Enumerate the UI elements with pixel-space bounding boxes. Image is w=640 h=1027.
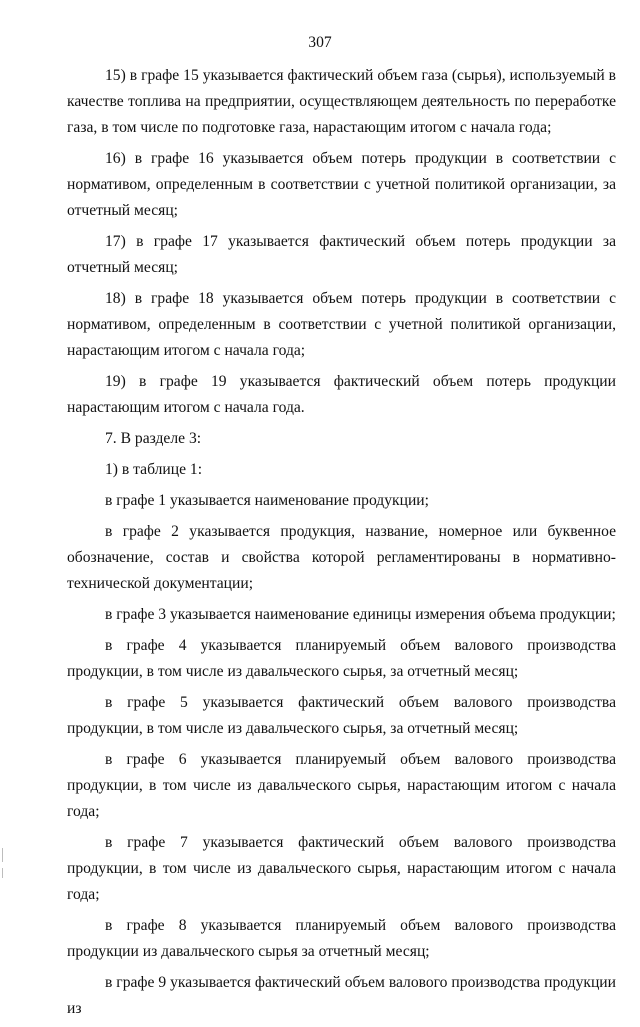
column-9-description: в графе 9 указывается фактический объем валового производства продукции из bbox=[67, 973, 616, 1017]
document-body bbox=[67, 63, 616, 1027]
column-8-description: в графе 8 указывается планируемый объем валового производства продукции из давальческого сырья за отчетный месяц; bbox=[67, 916, 616, 960]
paragraph-item-16: 16) в графе 16 указывается объем потерь продукции в соответствии с нормативом, определенным в соответствии с учетной политикой организации, за отчетный месяц; bbox=[67, 149, 616, 219]
column-2-description: в графе 2 указывается продукция, название, номерное или буквенное обозначение, состав и свойства которой регламентированы в нормативно-технической документации; bbox=[67, 523, 616, 592]
column-4-description: в графе 4 указывается планируемый объем валового производства продукции, в том числе из давальческого сырья, за отчетный месяц; bbox=[67, 637, 616, 680]
column-1-description: в графе 1 указывается наименование продукции; bbox=[105, 491, 429, 509]
column-6-description: в графе 6 указывается планируемый объем валового производства продукции, в том числе из давальческого сырья, нарастающим итогом с начала года; bbox=[67, 751, 616, 820]
scan-edge-marks bbox=[0, 0, 8, 905]
scan-mark bbox=[2, 848, 3, 862]
column-3-description: в графе 3 указывается наименование единицы измерения объема продукции; bbox=[105, 605, 616, 623]
section-heading: 7. В разделе 3: bbox=[105, 429, 202, 447]
paragraph-item-19: 19) в графе 19 указывается фактический объем потерь продукции нарастающим итогом с начала года. bbox=[67, 372, 616, 416]
paragraph-item-18: 18) в графе 18 указывается объем потерь продукции в соответствии с нормативом, определенным в соответствии с учетной политикой организации, нарастающим итогом с начала года; bbox=[67, 289, 616, 359]
page-number: 307 bbox=[308, 34, 332, 51]
column-5-description: в графе 5 указывается фактический объем валового производства продукции, в том числе из давальческого сырья, за отчетный месяц; bbox=[67, 694, 616, 737]
paragraph-item-17: 17) в графе 17 указывается фактический объем потерь продукции за отчетный месяц; bbox=[67, 232, 616, 276]
scan-mark bbox=[2, 868, 3, 878]
table-heading: 1) в таблице 1: bbox=[105, 460, 203, 478]
paragraph-item-15: 15) в графе 15 указывается фактический объем газа (сырья), используемый в качестве топлива на предприятии, осуществляющем деятельность по переработке газа, в том числе по подготовке газа, нарастающим итогом с начала года; bbox=[67, 67, 616, 136]
column-7-description: в графе 7 указывается фактический объем валового производства продукции, в том числе из давальческого сырья, нарастающим итогом с начала года; bbox=[67, 833, 616, 903]
